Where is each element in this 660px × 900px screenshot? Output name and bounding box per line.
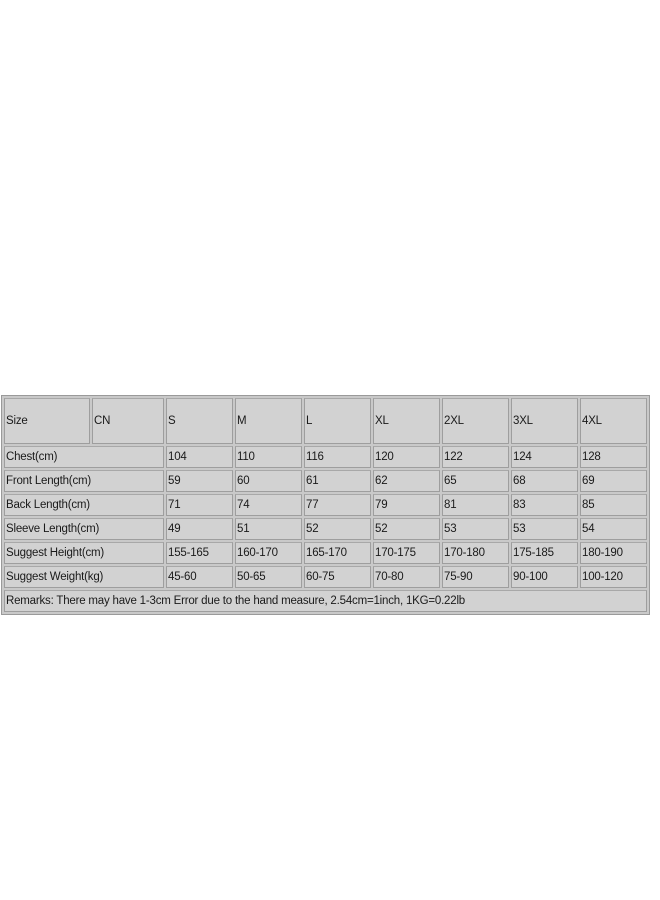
table-row-chest xyxy=(4,446,647,468)
table-cell: 71 xyxy=(166,494,233,516)
table-row-back-length xyxy=(4,494,647,516)
table-cell: 74 xyxy=(235,494,302,516)
table-row-suggest-height xyxy=(4,542,647,564)
table-cell: 100-120 xyxy=(580,566,647,588)
table-cell: 62 xyxy=(373,470,440,492)
table-cell: 83 xyxy=(511,494,578,516)
header-size-s: S xyxy=(166,398,233,444)
table-cell: 59 xyxy=(166,470,233,492)
table-cell: 110 xyxy=(235,446,302,468)
header-size-l: L xyxy=(304,398,371,444)
table-cell: 75-90 xyxy=(442,566,509,588)
table-cell: 77 xyxy=(304,494,371,516)
table-cell: 170-175 xyxy=(373,542,440,564)
table-cell: 60-75 xyxy=(304,566,371,588)
table-cell: 69 xyxy=(580,470,647,492)
table-cell: 175-185 xyxy=(511,542,578,564)
table-cell: 122 xyxy=(442,446,509,468)
table-cell: 53 xyxy=(511,518,578,540)
table-cell: 160-170 xyxy=(235,542,302,564)
table-cell: 61 xyxy=(304,470,371,492)
table-cell: 104 xyxy=(166,446,233,468)
table-cell: 155-165 xyxy=(166,542,233,564)
table-cell: 49 xyxy=(166,518,233,540)
table-row-suggest-weight xyxy=(4,566,647,588)
table-cell: 165-170 xyxy=(304,542,371,564)
table-cell: 116 xyxy=(304,446,371,468)
table-cell: 120 xyxy=(373,446,440,468)
row-label: Back Length(cm) xyxy=(4,494,164,516)
header-size-3xl: 3XL xyxy=(511,398,578,444)
row-label: Suggest Weight(kg) xyxy=(4,566,164,588)
table-cell: 51 xyxy=(235,518,302,540)
remarks-text: Remarks: There may have 1-3cm Error due to the hand measure, 2.54cm=1inch, 1KG=0.22lb xyxy=(4,590,647,612)
table-cell: 124 xyxy=(511,446,578,468)
table-cell: 180-190 xyxy=(580,542,647,564)
size-chart-table xyxy=(1,395,650,615)
header-size-label: Size xyxy=(4,398,90,444)
table-cell: 50-65 xyxy=(235,566,302,588)
table-cell: 90-100 xyxy=(511,566,578,588)
table-cell: 54 xyxy=(580,518,647,540)
header-size-m: M xyxy=(235,398,302,444)
table-cell: 128 xyxy=(580,446,647,468)
remarks-row xyxy=(4,590,647,612)
table-cell: 53 xyxy=(442,518,509,540)
table-cell: 85 xyxy=(580,494,647,516)
table-cell: 70-80 xyxy=(373,566,440,588)
header-size-xl: XL xyxy=(373,398,440,444)
header-size-4xl: 4XL xyxy=(580,398,647,444)
table-cell: 79 xyxy=(373,494,440,516)
table-cell: 60 xyxy=(235,470,302,492)
table-row-front-length xyxy=(4,470,647,492)
table-row-sleeve-length xyxy=(4,518,647,540)
row-label: Chest(cm) xyxy=(4,446,164,468)
header-size-2xl: 2XL xyxy=(442,398,509,444)
table-cell: 52 xyxy=(373,518,440,540)
table-cell: 170-180 xyxy=(442,542,509,564)
row-label: Sleeve Length(cm) xyxy=(4,518,164,540)
header-region-label: CN xyxy=(92,398,164,444)
table-cell: 68 xyxy=(511,470,578,492)
table-cell: 45-60 xyxy=(166,566,233,588)
table-cell: 81 xyxy=(442,494,509,516)
row-label: Suggest Height(cm) xyxy=(4,542,164,564)
table-cell: 52 xyxy=(304,518,371,540)
row-label: Front Length(cm) xyxy=(4,470,164,492)
table-cell: 65 xyxy=(442,470,509,492)
header-row xyxy=(4,398,647,444)
